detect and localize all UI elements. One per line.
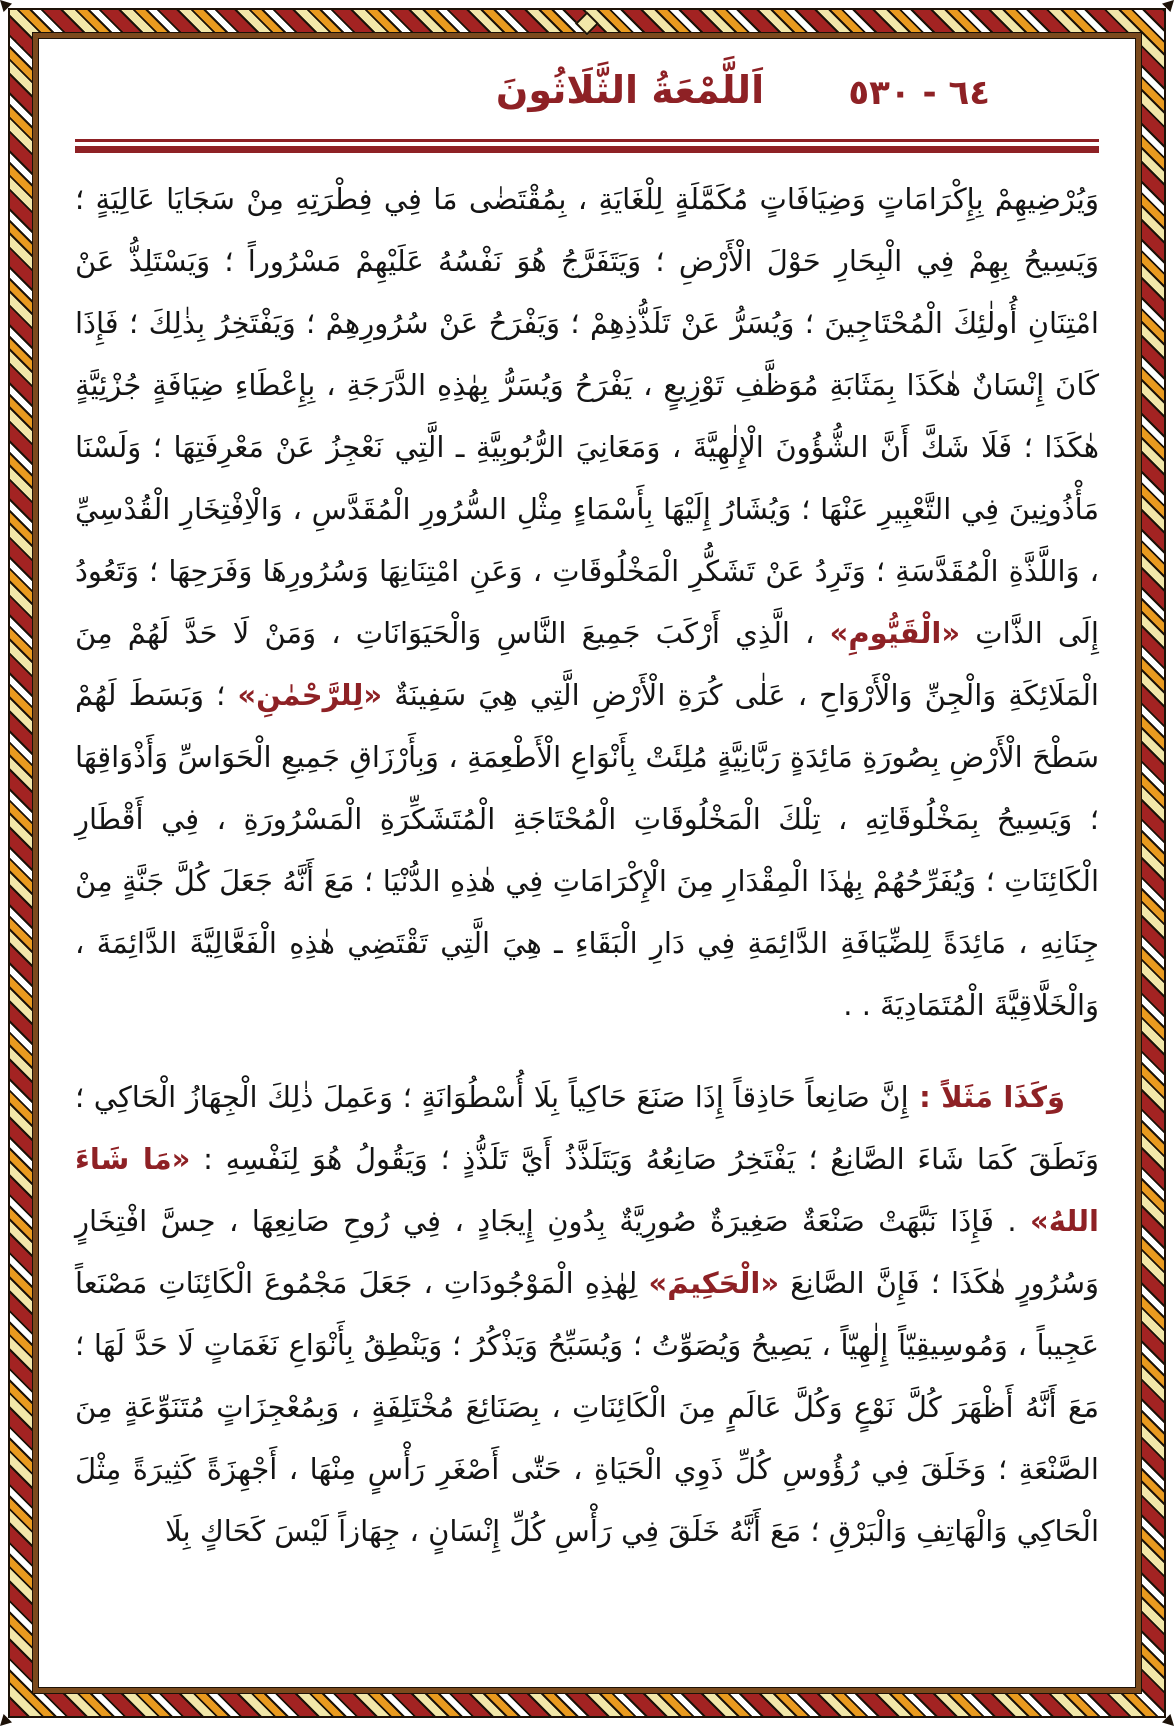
body-text-run: لِهٰذِهِ الْمَوْجُودَاتِ ، جَعَلَ مَجْمُوعَ الْكَائِنَاتِ مَصْنَعاً عَجِيباً ، وَمُوسِيقِيّاً إِلٰهِيّاً ، يَصِيحُ وَيُصَوِّتُ ؛ وَيُسَبِّحُ وَيَذْكُرُ ؛ وَيَنْطِقُ بِأَنْوَاعِ نَغَمَاتٍ لَا حَدَّ لَهَا ؛ مَعَ أَنَّهُ أَظْهَرَ كُلَّ نَوْعٍ وَكُلَّ عَالَمٍ مِنَ الْكَائِنَاتِ ، بِصَنَائِعَ مُخْتَلِفَةٍ ، وَبِمُعْجِزَاتٍ مُتَنَوِّعَةٍ مِنَ الصَّنْعَةِ ؛ وَخَلَقَ فِي رُؤُوسِ كُلِّ ذَوِي الْحَيَاةِ ، حَتّٰى أَصْغَرِ رَأْسٍ مِنْهَا ، أَجْهِزَةً كَثِيرَةً مِثْلَ الْحَاكِي وَالْهَاتِفِ وَالْبَرْقِ ؛ مَعَ أَنَّهُ خَلَقَ فِي رَأْسِ كُلِّ إِنْسَانٍ ، جِهَازاً لَيْسَ كَحَاكٍ بِلَا bbox=[75, 1266, 1099, 1548]
body-text-run: ، الَّذِي أَرْكَبَ جَمِيعَ النَّاسِ وَالْحَيَوَانَاتِ ، وَمَنْ لَا حَدَّ لَهُمْ مِنَ الْمَلَائِكَةِ وَالْجِنِّ وَالْأَرْوَاحِ ، عَلٰى كُرَةِ الْأَرْضِ الَّتِي هِيَ سَفِينَةٌ bbox=[75, 616, 1099, 712]
text-body bbox=[75, 168, 1099, 1562]
body-text-run: إِنَّ صَانِعاً حَاذِقاً إِذَا صَنَعَ حَاكِياً بِلَا أُسْطُوَانَةٍ ؛ وَعَمِلَ ذٰلِكَ الْجِهَازُ الْحَاكِي ؛ وَنَطَقَ كَمَا شَاءَ الصَّانِعُ ؛ يَفْتَخِرُ صَانِعُهُ وَيَتَلَذَّذُ أَيَّ تَلَذُّذٍ ؛ وَيَقُولُ هُوَ لِنَفْسِهِ : bbox=[75, 1080, 1099, 1176]
paragraph-1 bbox=[75, 168, 1099, 1036]
page-title: اَللَّمْعَةُ الثَّلَاثُونَ bbox=[495, 68, 765, 112]
body-text-run: . فَإِذَا نَبَّهَتْ صَنْعَةٌ صَغِيرَةٌ صُورِيَّةٌ بِدُونِ إِيجَادٍ ، فِي رُوحِ صَانِعِهَا ، حِسَّ افْتِخَارٍ وَسُرُورٍ هٰكَذَا ؛ فَإِنَّ الصَّانِعَ bbox=[75, 1204, 1099, 1300]
highlighted-term: «الْحَكِيمَ» bbox=[648, 1266, 780, 1300]
header-divider bbox=[75, 139, 1099, 153]
paragraph-2 bbox=[75, 1066, 1099, 1562]
body-text-run: وَيُرْضِيهِمْ بِإِكْرَامَاتٍ وَضِيَافَاتٍ مُكَمَّلَةٍ لِلْغَايَةِ ، بِمُقْتَضٰى مَا فِي فِطْرَتِهِ مِنْ سَجَايَا عَالِيَةٍ ؛ وَيَسِيحُ بِهِمْ فِي الْبِحَارِ حَوْلَ الْأَرْضِ ؛ وَيَتَفَرَّجُ هُوَ نَفْسُهُ عَلَيْهِمْ مَسْرُوراً ؛ وَيَسْتَلِذُّ عَنْ امْتِنَانِ أُولٰئِكَ الْمُحْتَاجِينَ ؛ وَيُسَرُّ عَنْ تَلَذُّذِهِمْ ؛ وَيَفْرَحُ عَنْ سُرُورِهِمْ ؛ وَيَفْتَخِرُ بِذٰلِكَ ؛ فَإِذَا كَانَ إِنْسَانٌ هٰكَذَا بِمَثَابَةِ مُوَظَّفِ تَوْزِيعٍ ، يَفْرَحُ وَيُسَرُّ بِهٰذِهِ الدَّرَجَةِ ، بِإِعْطَاءِ ضِيَافَةٍ جُزْئِيَّةٍ هٰكَذَا ؛ فَلَا شَكَّ أَنَّ الشُّؤُونَ الْإِلٰهِيَّةَ ، وَمَعَانِيَ الرُّبُوبِيَّةِ ـ الَّتِي نَعْجِزُ عَنْ مَعْرِفَتِهَا ؛ وَلَسْنَا مَأْذُونِينَ فِي التَّعْبِيرِ عَنْهَا ؛ وَيُشَارُ إِلَيْهَا بِأَسْمَاءٍ مِثْلِ السُّرُورِ الْمُقَدَّسِ ، وَالْاِفْتِخَارِ الْقُدْسِيِّ ، وَاللَّذَّةِ الْمُقَدَّسَةِ ؛ وَتَرِدُ عَنْ تَشَكُّرِ الْمَخْلُوقَاتِ ، وَعَنِ امْتِنَانِهَا وَسُرُورِهَا وَفَرَحِهَا ؛ وَتَعُودُ إِلَى الذَّاتِ bbox=[75, 182, 1099, 650]
divider-thin-rule bbox=[75, 139, 1099, 142]
page-number: ٦٤ - ٥٣٠ bbox=[848, 73, 990, 113]
highlighted-term: «مَا شَاءَ اللهُ» bbox=[75, 1142, 1099, 1238]
body-text-run: ؛ وَبَسَطَ لَهُمْ سَطْحَ الْأَرْضِ بِصُورَةِ مَائِدَةٍ رَبَّانِيَّةٍ مُلِئَتْ بِأَنْوَاعِ الْأَطْعِمَةِ ، وَبِأَرْزَاقِ جَمِيعِ الْحَوَاسِّ وَأَذْوَاقِهَا ؛ وَيَسِيحُ بِمَخْلُوقَاتِهِ ، تِلْكَ الْمَخْلُوقَاتِ الْمُحْتَاجَةِ الْمُتَشَكِّرَةِ الْمَسْرُورَةِ ، فِي أَقْطَارِ الْكَائِنَاتِ ؛ وَيُفَرِّحُهُمْ بِهٰذَا الْمِقْدَارِ مِنَ الْإِكْرَامَاتِ فِي هٰذِهِ الدُّنْيَا ؛ مَعَ أَنَّهُ جَعَلَ كُلَّ جَنَّةٍ مِنْ جِنَانِهِ ، مَائِدَةً لِلضِّيَافَةِ الدَّائِمَةِ فِي دَارِ الْبَقَاءِ ـ هِيَ الَّتِي تَقْتَضِي هٰذِهِ الْفَعَّالِيَّةَ الدَّائِمَةَ ، وَالْخَلَّاقِيَّةَ الْمُتَمَادِيَةَ . . bbox=[75, 678, 1099, 1022]
divider-thick-rule bbox=[75, 146, 1099, 153]
page-content bbox=[75, 40, 1099, 1686]
highlighted-term: «الْقَيُّومِ» bbox=[829, 616, 961, 650]
highlighted-term: وَكَذَا مَثَلاً : bbox=[908, 1080, 1065, 1114]
highlighted-term: «لِلرَّحْمٰنِ» bbox=[237, 678, 383, 712]
